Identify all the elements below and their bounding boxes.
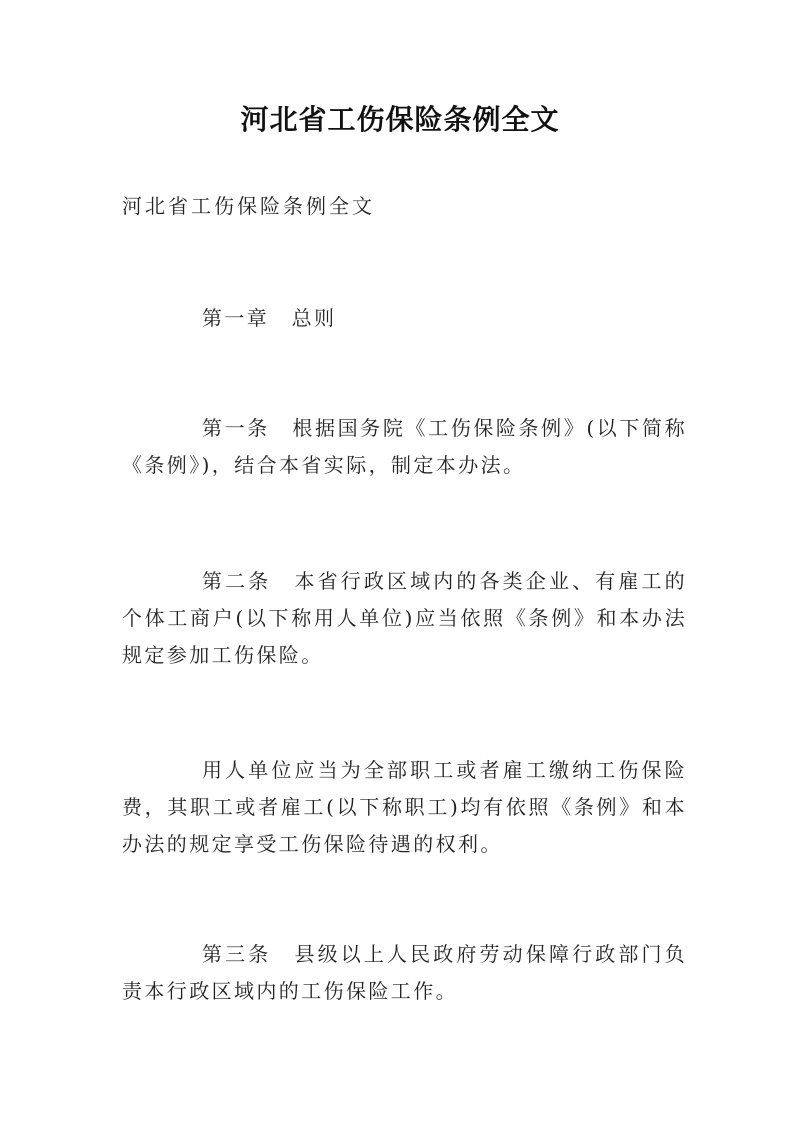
article-2-paragraph: 第二条 本省行政区域内的各类企业、有雇工的个体工商户(以下称用人单位)应当依照《条例》和本办法规定参加工伤保险。 — [122, 569, 687, 667]
document-subtitle: 河北省工伤保险条例全文 — [122, 194, 375, 218]
article-3-paragraph: 第三条 县级以上人民政府劳动保障行政部门负责本行政区域内的工伤保险工作。 — [122, 942, 687, 1003]
chapter-heading: 第一章 总则 — [202, 306, 337, 330]
article-1-paragraph: 第一条 根据国务院《工伤保险条例》(以下简称《条例》)，结合本省实际，制定本办法。 — [122, 416, 687, 477]
article-2-continuation-paragraph: 用人单位应当为全部职工或者雇工缴纳工伤保险费，其职工或者雇工(以下称职工)均有依照《条例》和本办法的规定享受工伤保险待遇的权利。 — [122, 758, 687, 856]
document-title: 河北省工伤保险条例全文 — [240, 103, 560, 136]
